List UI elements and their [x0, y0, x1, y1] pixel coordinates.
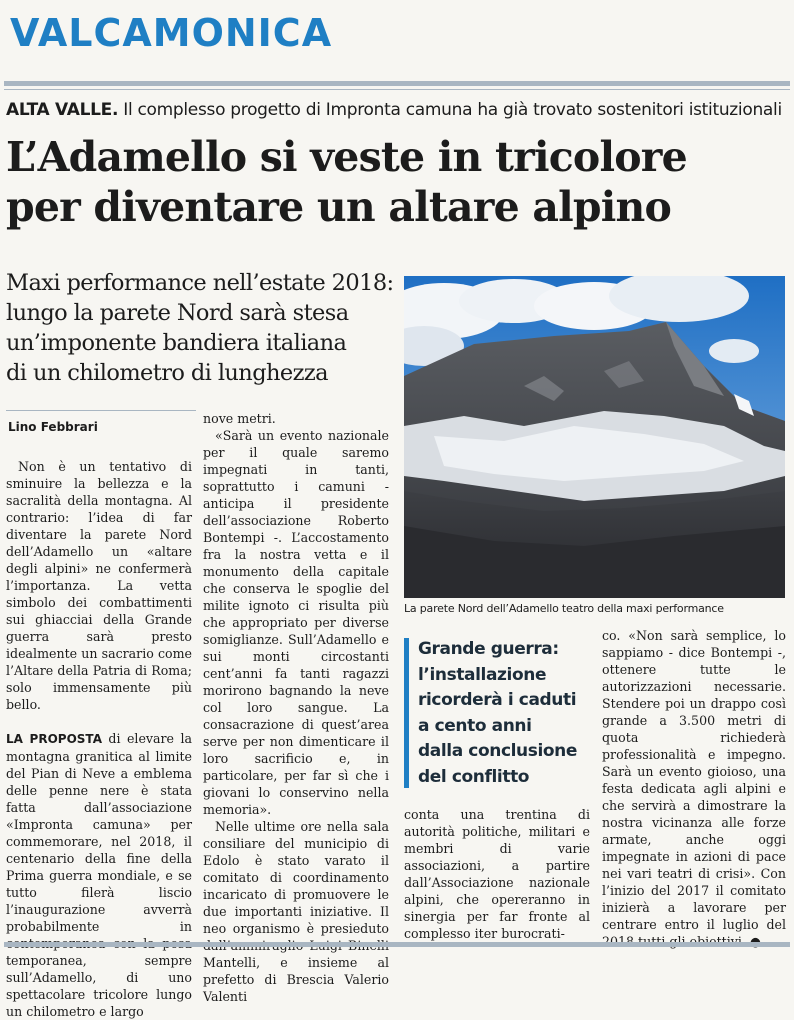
paragraph: conta una trentina di autorità politiche, militari e membri di varie associazioni, a partire dall’Associazione nazionale alpini, che opereranno in sinergia per far fronte al complesso iter burocrati- [404, 807, 590, 941]
paragraph-text: co. «Non sarà semplice, lo sappiamo - dice Bontempi -, ottenere tutte le autorizzazioni necessarie. Stendere poi un drappo così grande a 3.500 metri di quota richiederà professionalità e impegno. Sarà un evento gioioso, una festa dedicata agli alpini e che servirà a dimostrare la nostra vicinanza alle forze armate, anche oggi impegnate in azioni di pace nei vari teatri di crisi». Con l’inizio del 2017 il comitato inizierà a lavorare per centrare entro il luglio del [602, 628, 786, 932]
paragraph: nove metri. [203, 411, 276, 426]
section-title: VALCAMONICA [10, 11, 333, 55]
paragraph: Non è un tentativo di sminuire la bellezza e la sacralità della montagna. Al contrario: l’idea di far diventare la parete Nord dell’Adamello un «altare degli alpini» ne confermerà l’importanza. La vetta simbolo dei combattimenti sui ghiacciai della Grande guerra sarà presto idealmente un sacrario come l’Altare della Patria di Roma; solo immensamente più bello. [6, 459, 192, 712]
paragraph-text: di elevare la montagna granitica al limite del Pian di Neve a emblema delle penne nere è stata fatta dall’associazione «Impronta camuna» per commemorare, nel 2018, il centenario della fine della Prima guerra mondiale, e se tutto filerà liscio l’inaugurazione avverrà probabilmente in temporanea, sempre sull’Adamello, di uno spettacolare tricolore lungo un chilometro e largo [6, 731, 192, 1019]
sidebar-heading-line: Grande guerra: [418, 639, 559, 659]
sidebar-heading-line: dalla conclusione [418, 741, 578, 761]
headline-line-2: per diventare un altare alpino [6, 183, 672, 231]
sidebar-heading [418, 637, 594, 790]
deck [6, 268, 398, 388]
article-column-4 [602, 627, 786, 950]
footer-rule [4, 942, 790, 947]
sidebar-heading-line: del conflitto [418, 766, 530, 787]
article-column-1 [6, 458, 192, 1020]
paragraph [6, 730, 192, 1020]
photo-mountain-illustration [404, 276, 785, 598]
paragraph-label: LA PROPOSTA [6, 732, 102, 746]
paragraph: Nelle ultime ore nella sala consiliare del municipio di Edolo è stato varato il comitato di coordinamento incaricato di promuovere le due importanti iniziative. Il neo organismo è presieduto Mantelli, e insieme al prefetto di Brescia Valerio Valenti [203, 819, 389, 1004]
photo-caption: La parete Nord dell’Adamello teatro della maxi performance [404, 602, 724, 615]
header-rule [4, 81, 790, 86]
kicker-text: Il complesso progetto di Impronta camuna ha già trovato sostenitori istituzionali [118, 100, 782, 120]
headline [6, 132, 790, 232]
paragraph [602, 627, 786, 950]
photo-adamello [404, 276, 785, 598]
article-column-2 [203, 410, 389, 1005]
deck-line-1: Maxi performance nell’estate 2018: [6, 270, 394, 296]
header-thin-rule [4, 89, 790, 90]
article-column-3 [404, 806, 590, 942]
sidebar-accent-bar [404, 638, 409, 788]
deck-line-4: di un chilometro di lunghezza [6, 360, 328, 386]
sidebar-heading-line: l’installazione [418, 664, 547, 685]
kicker-label: ALTA VALLE. [6, 100, 119, 120]
kicker [6, 98, 790, 122]
sidebar-heading-line: a cento anni [418, 715, 532, 736]
sidebar-heading-line: ricorderà i caduti [418, 690, 577, 710]
deck-line-2: lungo la parete Nord sarà stesa [6, 300, 349, 326]
paragraph: «Sarà un evento nazionale per il quale saremo impegnati in tanti, soprattutto i camuni - anticipa il presidente dell’associazione Roberto Bontempi -. L’accostamento fra la nostra vetta e il monumento della capitale che conserva le spoglie del milite ignoto ci risulta più che appropriato per diverse somiglianze. Sull’Adamello e sui monti circostanti cent’anni fa tanti ragazzi morirono bagnando la neve col loro sangue. La consacrazione di quest’area serve per non dimenticare il loro sacrificio e, in particolare, per far sì che i giovani lo conservino nella memoria». [203, 428, 389, 817]
deck-line-3: un’imponente bandiera italiana [6, 330, 347, 356]
headline-line-1: L’Adamello si veste in tricolore [6, 133, 687, 181]
byline: Lino Febbrari [8, 420, 98, 434]
byline-rule [6, 410, 196, 411]
